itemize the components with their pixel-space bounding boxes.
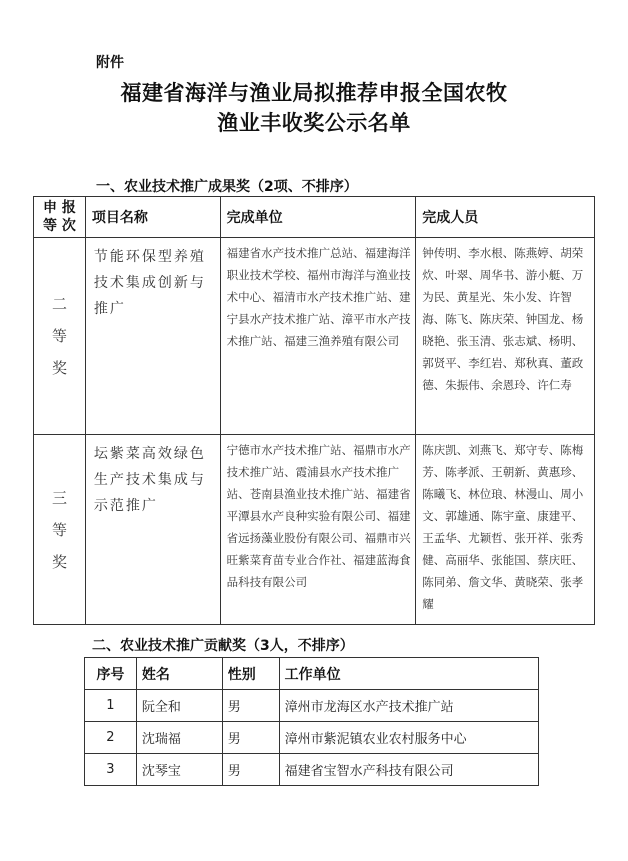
header-name: 姓名: [136, 658, 222, 690]
contribution-award-table: [84, 657, 539, 786]
project-name: 节能环保型养殖技术集成创新与推广: [85, 238, 220, 435]
rank-value: 二等奖: [51, 295, 67, 377]
table-row: [85, 754, 539, 786]
table-row: [85, 690, 539, 722]
header-rank: [34, 197, 86, 238]
table-header-row: [34, 197, 595, 238]
row-gender: 男: [222, 690, 279, 722]
row-no: 2: [85, 722, 137, 754]
table-row: [34, 435, 595, 625]
header-unit: 完成单位: [220, 197, 416, 238]
row-no: 1: [85, 690, 137, 722]
row-gender: 男: [222, 754, 279, 786]
header-work-unit: 工作单位: [279, 658, 538, 690]
attachment-label: 附件: [96, 55, 124, 71]
rank-cell: [34, 435, 86, 625]
completing-units: 福建省水产技术推广总站、福建海洋职业技术学校、福州市海洋与渔业技术中心、福清市水产技术推广站、建宁县水产技术推广站、漳平市水产技术推广站、福建三渔养殖有限公司: [220, 238, 416, 435]
section1-heading: 一、农业技术推广成果奖（2项、不排序）: [96, 179, 358, 195]
project-name: 坛紫菜高效绿色生产技术集成与示范推广: [85, 435, 220, 625]
header-rank-line2: 等 次: [43, 218, 76, 234]
achievement-award-table: [33, 196, 595, 625]
doc-title-line2: 渔业丰收奖公示名单: [217, 110, 411, 135]
header-no: 序号: [85, 658, 137, 690]
table-header-row: [85, 658, 539, 690]
doc-title-line1: 福建省海洋与渔业局拟推荐申报全国农牧: [120, 80, 508, 105]
section2-heading: 二、农业技术推广贡献奖（3人，不排序）: [92, 638, 354, 654]
row-work-unit: 漳州市龙海区水产技术推广站: [279, 690, 538, 722]
row-work-unit: 漳州市紫泥镇农业农村服务中心: [279, 722, 538, 754]
completing-people: 钟传明、李水根、陈燕婷、胡荣炊、叶翠、周华书、游小艇、万为民、黄星光、朱小发、许智海、陈飞、陈庆荣、钟国龙、杨晓艳、张玉清、张志斌、杨明、郭贤平、李红岩、郑秋真、董政德、朱振伟、余恩玲、许仁寿: [416, 238, 595, 435]
table-row: [34, 238, 595, 435]
row-name: 沈瑞福: [136, 722, 222, 754]
header-gender: 性别: [222, 658, 279, 690]
header-rank-line1: 申 报: [43, 200, 76, 216]
table-row: [85, 722, 539, 754]
header-project: 项目名称: [85, 197, 220, 238]
row-gender: 男: [222, 722, 279, 754]
completing-units: 宁德市水产技术推广站、福鼎市水产技术推广站、霞浦县水产技术推广站、苍南县渔业技术推广站、福建省平潭县水产良种实验有限公司、福建省远扬藻业股份有限公司、福鼎市兴旺紫菜育苗专业合作社、福建蓝海食品科技有限公司: [220, 435, 416, 625]
row-name: 沈琴宝: [136, 754, 222, 786]
header-people: 完成人员: [416, 197, 595, 238]
rank-cell: [34, 238, 86, 435]
row-name: 阮全和: [136, 690, 222, 722]
completing-people: 陈庆凯、刘燕飞、郑守专、陈梅芳、陈孝派、王朝新、黄惠珍、陈曦飞、林位琅、林漫山、周小文、郭雄通、陈宇童、康建平、王孟华、尤颖哲、张开祥、张秀健、高丽华、张能国、蔡庆旺、陈同弟、詹文华、黄晓荣、张孝耀: [416, 435, 595, 625]
rank-value: 三等奖: [51, 488, 67, 571]
row-work-unit: 福建省宝智水产科技有限公司: [279, 754, 538, 786]
row-no: 3: [85, 754, 137, 786]
